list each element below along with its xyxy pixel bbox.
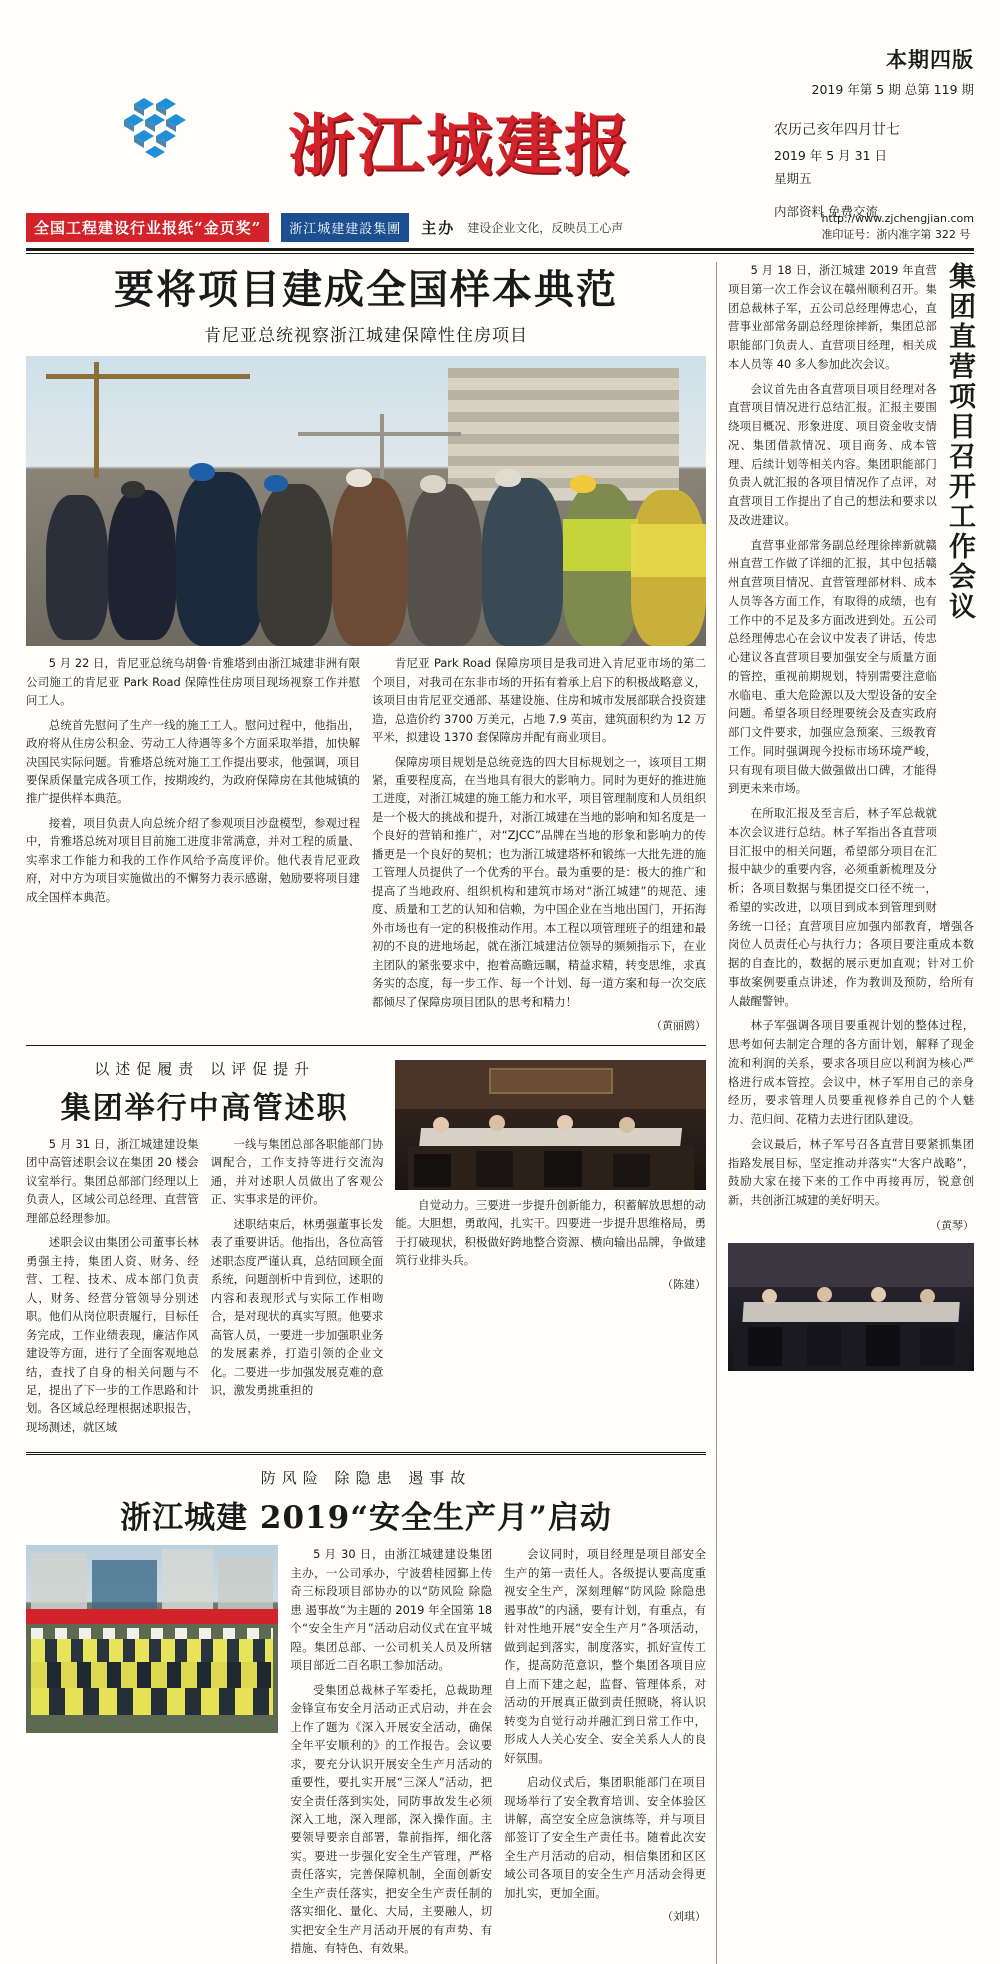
lunar-date: 农历己亥年四月廿七 [774,122,900,138]
sec3-byline: （刘琪） [662,1910,706,1924]
right-body [728,262,974,1235]
paragraph: 5 月 18 日，浙江城建 2019 年直营项目第一次工作会议在赣州顺利召开。集团总裁林子军，五公司总经理傅忠心，直营事业部常务副总经理徐摔新，集团总部职能部门负责人、直营项目经理，相关成本人员等 40 多人参加此次会议。 [728,264,937,371]
sec2-kicker: 以述促履责 以评促提升 [94,1059,316,1078]
paragraph: 保障房项目规划是总统竞选的四大目标规划之一，该项目工期紧，重要程度高，在当地具有很大的影响力。同时为更好的推进施工进度，对浙江城建的施工能力和水平，项目管理制度和人员组织是一个极大的挑战和提升，对浙江城建在当地的影响和知名度是一个良好的营销和推广，对“ZJCC”品牌在当地的形象和影响力的传播更是一个良好的契机；也为浙江城建塔杯和锻练一大批先进的施工管理人员提供了一个优秀的平台。最为重要的是：极大的推广和提高了当地政府、组织机构和建筑市场对“浙江城建”的规范、速度、质量和工艺的认知和信赖，为中国企业在当地出国门，开拓海外市场也有一定的积极推动作用。本工程以项管理班子的组建和最初的不良的进地场起，就在浙江城建洁位领导的频频指示下，在业主团队的紧张要求中，抱着高瞻远瞩，精益求精，转变思维，求真务实的态度，每一步工作、每一个计划、每一道方案和每一次交底都倾尽了保障房项目团队的思考和精力！ [372,754,706,1009]
sec3-headline: 浙江城建 2019“安全生产月”启动 [120,1500,612,1537]
lead-column-2 [372,654,706,1035]
sec2-column-3 [395,1196,706,1294]
group-badge: 浙江城建建設集團 [281,213,409,242]
paragraph: 会议同时，项目经理是项目部安全生产的第一责任人。各级提认要高度重视安全生产，深刻理解“防风险 除隐患 遏事故”的内涵，要有计划，有重点，有针对性地开展“安全生产月”各项活动，做到起到落实，制度落实，抓好宣传工作，提高防范意识，整个集团各项目应自上而下建之起，监督、管理体系，对活动的开展真正做到责任照晓，将认识转变为自觉行动并融汇到日常工作中，形成人人关心安全、安全关系人人的良好氛围。 [504,1547,706,1765]
paragraph: 5 月 30 日，由浙江城建建设集团主办，一公司承办，宁波碧桂园鄞上传奇三标段项目部协办的以“防风险 除隐患 遏事故”为主题的 2019 年全国第 18 个“安全生产月”活动启动仪式在宜平城隍。集团总部、一公司机关人员及所辖项目部近二百名职工参加活动。 [290,1547,493,1673]
lead-byline: （黄丽鸥） [651,1019,706,1033]
main-column [26,262,716,1964]
publish-date: 2019 年 5 月 31 日 [774,147,888,163]
paragraph: 自觉动力。三要进一步提升创新能力，积蓄解放思想的动能。大胆想，勇敢闯，扎实干。四要进一步提升思维格局，勇于打破现状，积极做好跨地整合资源、横向输出品牌，争做建筑行业排头兵。 [395,1197,706,1268]
license-number: 准印证号：浙内准字第 322 号 [821,228,971,241]
right-column [716,262,974,1964]
sec3-photo [26,1545,278,1733]
paragraph: 会议最后，林子军号召各直营目要紧抓集团指路发展目标，坚定推动并落实“大客户战略”，鼓励大家在接下来的工作中再接再厉，锐意创新，共创浙江城建的美好明天。 [728,1137,974,1207]
paragraph: 一线与集团总部各职能部门协调配合，工作支持等进行交流沟通，并对述职人员做出了客观公正、实事求是的评价。 [210,1136,384,1207]
page-content [26,262,974,1964]
award-badge: 全国工程建设行业报纸“金页奖” [26,213,269,242]
host-label: 主办 [421,218,456,237]
sec2-column-1 [26,1135,199,1443]
paragraph: 受集团总裁林子军委托，总裁助理金锋宣布安全月活动正式启动，并在会上作了题为《深入开展安全活动，确保全年平安顺利的》的工作报告。会议要求，要充分认识开展安全生产月活动的重要性，要扎实开展“三深人”活动，把安全责任落到实处，同防事故发生必须深入工地，深入理部，深入操作面。主要领导要亲自部署，靠前指挥，细化落实。要进一步强化安全生产管理，严格责任落实，完善保障机制，全面创新安全生产责任落实，把安全生产责任制的落实细化、量化、大局，主要融人，切实把安全生产月活动开展的有声势、有措施、有特色、有效果。 [290,1682,493,1956]
lead-article [26,266,706,1035]
article-safety-month [26,1467,706,1963]
lead-photo [26,356,706,646]
right-photo [728,1243,974,1371]
paragraph: 肯尼亚 Park Road 保障房项目是我司进入肯尼亚市场的第二个项目，对我司在东非市场的开拓有着承上启下的积极战略意义，该项目由肯尼亚交通部、基建设施、住房和城市发展部联合投资建造，总造价约 3700 万美元，占地 7.9 英亩，建筑面积约为 12 万平米，拟建设 1370 套保障房并配有商业项目。 [372,656,706,745]
section-divider-1 [26,1045,706,1046]
right-byline: （黄琴） [930,1218,974,1232]
sec2-headline: 集团举行中高管述职 [60,1090,349,1126]
paragraph: 会议首先由各直营项目项目经理对各直营项目情况进行总结汇报。汇报主要围绕项目概况、形象进度、项目资金收支情况、集团借款情况、项目商务、成本管理、后续计划等相关内容。集团职能部门负责人就汇报的各项目情况作了点评，对直营项目工作提出了自己的想法和要求以及改进建议。 [728,382,937,527]
newspaper-title: 浙江城建报 [288,106,633,184]
paragraph: 5 月 22 日，肯尼亚总统乌胡鲁·肯雅塔到由浙江城建非洲有限公司施工的肯尼亚 Park Road 保障性住房项目现场视察工作并慰问工人。 [26,656,360,708]
issue-pages: 本期四版 [886,47,974,72]
paragraph: 接着，项目负责人向总统介绍了参观项目沙盘模型，参观过程中，肯雅塔总统对项目目前施工进度非常满意，并对工程的质量、实率求工作能力和我的工作作风给予高度评价。他代表肯尼亚政府，对中方为项目实施做出的不懈努力表示感谢，勉励要将项目建成全国样本典范。 [26,815,360,904]
lead-subheadline: 肯尼亚总统视察浙江城建保障性住房项目 [204,326,528,347]
company-logo-icon [122,96,186,160]
masthead-date-block [774,118,974,223]
internal-note: 内部资料 免费交流 [774,204,878,220]
sec3-kicker: 防风险 除隐患 遏事故 [260,1469,472,1488]
issue-number: 2019 年第 5 期 总第 119 期 [811,81,974,97]
paragraph: 直营事业部常务副总经理徐摔新就赣州直营工作做了详细的汇报，其中包括赣州直营项目情况、直营管理部材料、成本人员等各方面工作，有取得的成绩，也有工作中的不足及多方面改进到处。五公司总经理傅忠心在会议中发表了讲话，传忠心建议各直营项目要加强安全与质量方面的管控，重视前期规划，特别需要注意临水临电、重大危险源以及大型设备的安全问题。希望各项目经理要统会及查实政府部门文件要求，加强应急预案、三级教育工作。同时强调现今投标市场环境严峻，只有现有项目做大做强做出口碑，才能得到更未来市场。 [728,538,937,796]
masthead-divider-thin [26,253,974,254]
lead-headline: 要将项目建成全国样本典范 [114,266,618,313]
article-mid-management [26,1058,706,1443]
slogan: 建设企业文化，反映员工心声 [467,220,624,235]
sec3-column-1a [290,1545,492,1963]
masthead-issue-block [812,44,974,99]
weekday: 星期五 [774,171,812,187]
paragraph: 述职会议由集团公司董事长林勇强主持，集团人资、财务、经营、工程、技术、成本部门负责人，财务、经营分管领导分别述职。他们从岗位职责履行，目标任务完成，工作业绩表现，廉洁作风建设等方面，进行了全面客观地总结，查找了自身的相关问题与不足，提出了下一步的工作思路和计划。各区域总经理根据述职报告，现场测述，就区域 [26,1235,199,1434]
masthead-divider-thick [26,248,974,251]
paragraph: 在所取汇报及至言后，林子军总裁就本次会议进行总结。林子军指出各直营项目汇报中的相关问题，希望部分项目在汇报中缺少的重要内容，必须重新梳理及分析；各项目数据与集团提交口径不统一，希望的实改进，以项目到成本到管理到财务统一口径；直营项目应加强内部教育，增强各岗位人员责任心与执行力；各项目要注重成本数据的自查比的，数据的展示更加直观；针对工价事故案例要重点讲述，作为教训及预防，给所有人敲醒警钟。 [728,807,974,1008]
sec2-byline: （陈建） [662,1277,706,1291]
paragraph: 述职结束后，林勇强董事长发表了重要讲话。他指出，各位高管述职态度严谨认真，总结回顾全面系统，问题剖析中肯到位，述职的内容和表现形式与实际工作相吻合，是对现状的真实写照。他要求高管人员，一要进一步加强职业务的发展素养，打造引领的企业文化。二要进一步加强发展克难的意识，激发勇挑重担的 [210,1216,384,1397]
sec2-column-2 [211,1135,384,1443]
paragraph: 总统首先慰问了生产一线的施工工人。慰问过程中，他指出，政府将从住房公积金、劳动工人待遇等多个方面采取举措，加快解决国民实际问题。肯雅塔总统对施工工作提出要求，他强调，项目要保质保量完成各项工作，按期竣约，为政府保障房在其他城镇的推广提供样本典范。 [26,717,360,806]
sec2-photo [395,1060,706,1190]
paragraph: 启动仪式后，集团职能部门在项目现场举行了安全教育培训、安全体验区讲解，高空安全应急演练等，并与项目部签订了安全生产责任书。随着此次安全生产月活动的启动，相信集团和区区域公司各项目的安全生产月活动会得更加扎实，更加全面。 [504,1775,706,1900]
right-vertical-headline: 集团直营项目召开工作会议 [944,262,975,622]
paragraph: 5 月 31 日，浙江城建建设集团中高管述职会议在集团 20 楼会议室举行。集团总部部门经理以上负责人，区域公司总经理、直营管理部总经理参加。 [26,1136,199,1225]
section-divider-2 [26,1452,706,1455]
paragraph: 林子军强调各项目要重视计划的整体过程，思考如何去制定合理的各方面计划，解释了现金流和利润的关系，要求各项目应以利润为核心严格进行成本管控。会议中，林子军用自己的亲身经历，要求管理人员要重视修养自己的个人魅力、范归间、花精力去进行团队建设。 [728,1019,974,1126]
website-url[interactable]: http://www.zjchengjian.com [821,211,974,225]
lead-column-1 [26,654,360,1035]
sec3-column-2 [504,1545,706,1963]
